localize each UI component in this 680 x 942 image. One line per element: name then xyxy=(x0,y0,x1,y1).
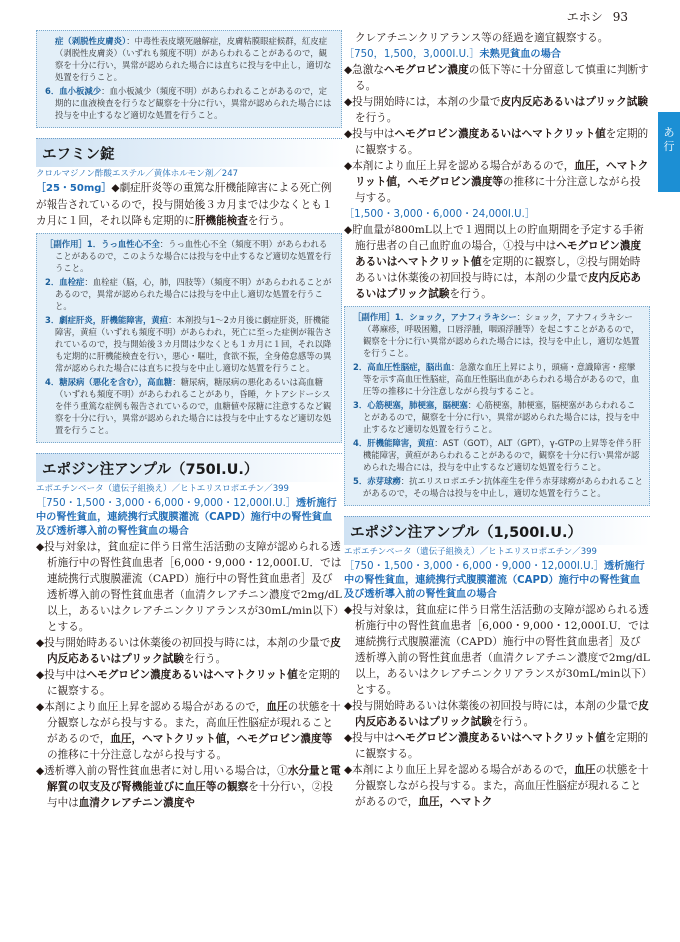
indication xyxy=(344,560,650,602)
box-head: ［副作用］ xyxy=(353,312,395,322)
pediatric-indication xyxy=(344,48,650,62)
epogin750-p4: ◆本剤により血圧上昇を認める場合があるので，血圧の状態を十分観察しながら投与する。また，高血圧性脳症が現れることがあるので，血圧，ヘマトクリット値，ヘモグロビン濃度等の推移に十分注意しながら投与する。 xyxy=(36,701,341,761)
generic-name: エポエチンベータ（遺伝子組換え）／ヒトエリスロポエチン／399 xyxy=(344,547,597,557)
adverse-label: 4．肝機能障害，黄疸 xyxy=(353,438,435,448)
adverse-label: 5．赤芽球癆 xyxy=(353,476,401,486)
ref-number: 247 xyxy=(221,169,239,179)
adverse-text: ：血栓症（脳，心，肺，四肢等）（頻度不明）があらわれることがあるので，異常が認められた場合には投与を中止し適切な処置を行うこと。 xyxy=(55,277,332,311)
generic-name: エポエチンベータ（遺伝子組換え）／ヒトエリスロポエチン／399 xyxy=(36,484,289,494)
indication-text: 透析施行中の腎性貧血，連続携行式腹膜灌流（CAPD）施行中の腎性貧血及び透析導入前の腎性貧血の場合 xyxy=(344,561,645,600)
dose-label: ［25・50mg］ xyxy=(36,183,112,194)
epogin1500-p4: ◆本剤により血圧上昇を認める場合があるので，血圧の状態を十分観察しながら投与する。また，高血圧性脳症が現れることがあるので，血圧，ヘマトク xyxy=(344,764,649,808)
adverse-text: ：うっ血性心不全（頻度不明）があらわれることがあるので，このような場合には投与を中止するなど適切な処置を行うこと。 xyxy=(55,239,332,273)
epogin1500-p2: ◆投与開始時あるいは休薬後の初回投与時には，本剤の少量で皮内反応あるいはプリック試験を行う。 xyxy=(344,700,649,728)
adverse-text: ：急激な血圧上昇により，頭痛・意識障害・痙攣等を示す高血圧性脳症，高血圧性脳出血があらわれる場合があるので，血圧等の推移に十分注意しながら投与すること。 xyxy=(363,362,640,396)
adverse-label: 4．糖尿病（悪化を含む），高血糖 xyxy=(45,377,173,387)
page-header xyxy=(567,8,628,25)
pediatric-p2: ◆投与開始時には，本剤の少量で皮内反応あるいはプリック試験を行う。 xyxy=(344,96,648,124)
index-tab-kana: あ xyxy=(663,126,675,139)
continued-text: クレアチニンクリアランス等の経過を適宜観察する。 xyxy=(355,32,609,44)
generic-text: エポエチンベータ（遺伝子組換え） xyxy=(344,547,480,557)
epogin-adverse-box xyxy=(344,306,650,506)
item5-text: ：中毒性表皮壊死融解症，皮膚粘膜眼症候群，紅皮症（剥脱性皮膚炎）（いずれも頻度不明）があらわれることがあるので，観察を十分に行い，異常が認められた場合には直ちに投与を中止し，適切な処置を行うこと。 xyxy=(55,36,332,82)
indication-dose: ［750・1,500・3,000・6,000・9,000・12,000I.U.］ xyxy=(344,561,604,572)
indication-text: 透析施行中の腎性貧血，連続携行式腹膜灌流（CAPD）施行中の腎性貧血及び透析導入前の腎性貧血の場合 xyxy=(36,498,337,537)
continued-adverse-box xyxy=(36,30,342,128)
adverse-label: 3．心筋梗塞，肺梗塞，脳梗塞 xyxy=(353,400,468,410)
autologous-p1: ◆貯血量が800mL以上で１週間以上の貯血期間を予定する手術施行患者の自己血貯血の場合，①投与中はヘモグロビン濃度あるいはヘマトクリット値を定期的に観察し，②投与開始時あるいは休薬後の初回投与時には，本剤の少量で皮内反応あるいはプリック試験を行う。 xyxy=(344,224,644,300)
adverse-text: ：糖尿病，糖尿病の悪化あるいは高血糖（いずれも頻度不明）があらわれることがあり，昏睡，ケトアシドーシスを伴う重篤な症例も報告されているので，血糖値や尿糖に注意するなど観察を十分に行い，異常が認められた場合には投与を中止するなど適切な処置を行うこと。 xyxy=(55,377,332,435)
pediatric-p1: ◆急激なヘモグロビン濃度の低下等に十分留意して慎重に判断する。 xyxy=(344,64,649,92)
drug-title-epogin-1500: エポジン注アンプル（1,500I.U.） xyxy=(344,516,650,545)
generic-text: エポエチンベータ（遺伝子組換え） xyxy=(36,484,172,494)
adverse-text: ：本剤投与1〜2カ月後に劇症肝炎，肝機能障害，黄疸（いずれも頻度不明）があらわれ，死亡に至った症例が報告されているので，投与開始後３カ月間は少なくとも１カ月に１回，それ以降も定期的に肝機能検査を行い，悪心・嘔吐，食欲不振，全身倦怠感等の異常が認められた場合には直ちに投与を中止し適切な処置を行うこと。 xyxy=(55,315,332,373)
ref-number: 399 xyxy=(272,484,289,494)
adverse-text: ：抗エリスロポエチン抗体産生を伴う赤芽球癆があらわれることがあるので，その場合は投与を中止し，適切な処置を行うこと。 xyxy=(363,476,643,498)
epogin750-p5: ◆透析導入前の腎性貧血患者に対し用いる場合は，①水分量と電解質の収支及び腎機能並びに血圧等の観察を十分行い，②投与中は血清クレアチニン濃度や xyxy=(36,765,341,809)
indication-text: 未熟児貧血の場合 xyxy=(479,49,561,60)
warning-tail: を行う。 xyxy=(247,215,291,227)
epogin1500-p3: ◆投与中はヘモグロビン濃度あるいはヘマトクリット値を定期的に観察する。 xyxy=(344,732,649,760)
item5-label: 症（剥脱性皮膚炎） xyxy=(55,36,127,46)
efumin-adverse-box xyxy=(36,233,342,443)
epogin1500-p1: ◆投与対象は，貧血症に伴う日常生活活動の支障が認められる透析施行中の腎性貧血患者［6,000・9,000・12,000I.U．では連続携行式腹膜灌流（CAPD）施行中の腎性貧血患者］及び透析導入前の腎性貧血患者（血清クレアチニン濃度で2mg/dL以上，あるいはクレアチニンクリアランスが30mL/min以下）とする。 xyxy=(344,604,650,696)
right-column xyxy=(344,30,650,810)
indication-dose: ［750・1,500・3,000・6,000・9,000・12,000I.U.］ xyxy=(36,498,296,509)
index-tab-row: 行 xyxy=(663,140,675,153)
epogin750-p2: ◆投与開始時あるいは休薬後の初回投与時には，本剤の少量で皮内反応あるいはプリック試験を行う。 xyxy=(36,637,341,665)
box-head: ［副作用］ xyxy=(45,239,87,249)
section-label: エホシ xyxy=(566,10,603,24)
pediatric-p3: ◆投与中はヘモグロビン濃度あるいはヘマトクリット値を定期的に観察する。 xyxy=(344,128,649,156)
generic-text: クロルマジノン酢酸エステル xyxy=(36,169,146,179)
drug-category: ヒトエリスロポエチン xyxy=(180,484,265,494)
item6-text: ：血小板減少（頻度不明）があらわれることがあるので，定期的に血液検査を行うなど観察を十分に行い，異常が認められた場合には投与を中止するなど適切な処置を行うこと。 xyxy=(55,86,332,120)
adverse-label: 3．劇症肝炎，肝機能障害，黄疸 xyxy=(45,315,169,325)
adverse-text: ：ショック，アナフィラキシー（蕁麻疹，呼吸困難，口唇浮腫，咽頭浮腫等）を起こすことがあるので，観察を十分に行い異常が認められた場合には，投与を中止し，適切な処置を行うこと。 xyxy=(363,312,640,358)
adverse-label: 1．うっ血性心不全 xyxy=(86,239,160,249)
page-number: 93 xyxy=(612,10,628,24)
drug-category: ヒトエリスロポエチン xyxy=(488,547,573,557)
drug-title-epogin-750: エポジン注アンプル（750I.U.） xyxy=(36,453,342,482)
warning-text: ◆劇症肝炎等の重篤な肝機能障害による死亡例が報告されているので，投与開始後３カ月までは少なくとも１カ月に１回，それ以降も定期的に xyxy=(36,182,333,227)
left-column xyxy=(36,30,342,811)
drug-title-efumin: エフミン錠 xyxy=(36,138,342,167)
adverse-label: 2．血栓症 xyxy=(45,277,85,287)
ref-number: 399 xyxy=(580,547,597,557)
efumin-warning xyxy=(36,180,342,229)
pediatric-p4: ◆本剤により血圧上昇を認める場合があるので，血圧，ヘマトクリット値，ヘモグロビン濃度等の推移に十分注意しながら投与する。 xyxy=(344,160,649,204)
indication xyxy=(36,497,342,539)
epogin750-p1: ◆投与対象は，貧血症に伴う日常生活活動の支障が認められる透析施行中の腎性貧血患者［6,000・9,000・12,000I.U．では連続携行式腹膜灌流（CAPD）施行中の腎性貧血患者］及び透析導入前の腎性貧血患者（血清クレアチニン濃度で2mg/dL以上，あるいはクレアチニンクリアランスが30mL/min以下）とする。 xyxy=(36,541,342,633)
drug-category: 黄体ホルモン剤 xyxy=(153,169,214,179)
epogin750-p3: ◆投与中はヘモグロビン濃度あるいはヘマトクリット値を定期的に観察する。 xyxy=(36,669,341,697)
adverse-label: 2．高血圧性脳症，脳出血 xyxy=(353,362,451,372)
adverse-text: ：心筋梗塞，肺梗塞，脳梗塞があらわれることがあるので，観察を十分に行い，異常が認められた場合には，投与を中止するなど適切な処置を行うこと。 xyxy=(363,400,640,434)
generic-name: クロルマジノン酢酸エステル／黄体ホルモン剤／247 xyxy=(36,169,239,179)
indication-dose: ［1,500・3,000・6,000・24,000I.U.］ xyxy=(344,209,536,220)
indication-dose: ［750，1,500，3,000I.U.］ xyxy=(344,49,480,60)
item6-label: 6．血小板減少 xyxy=(45,86,102,96)
adverse-label: 1．ショック，アナフィラキシー xyxy=(394,312,517,322)
index-tab[interactable] xyxy=(658,112,680,192)
adverse-text: ：AST（GOT），ALT（GPT），γ-GTPの上昇等を伴う肝機能障害，黄疸があらわれることがあるので，観察を十分に行い異常が認められた場合には，投与を中止するなど適切な処置を行うこと。 xyxy=(363,438,642,472)
autologous-indication xyxy=(344,208,650,222)
warning-bold: 肝機能検査 xyxy=(194,215,248,227)
